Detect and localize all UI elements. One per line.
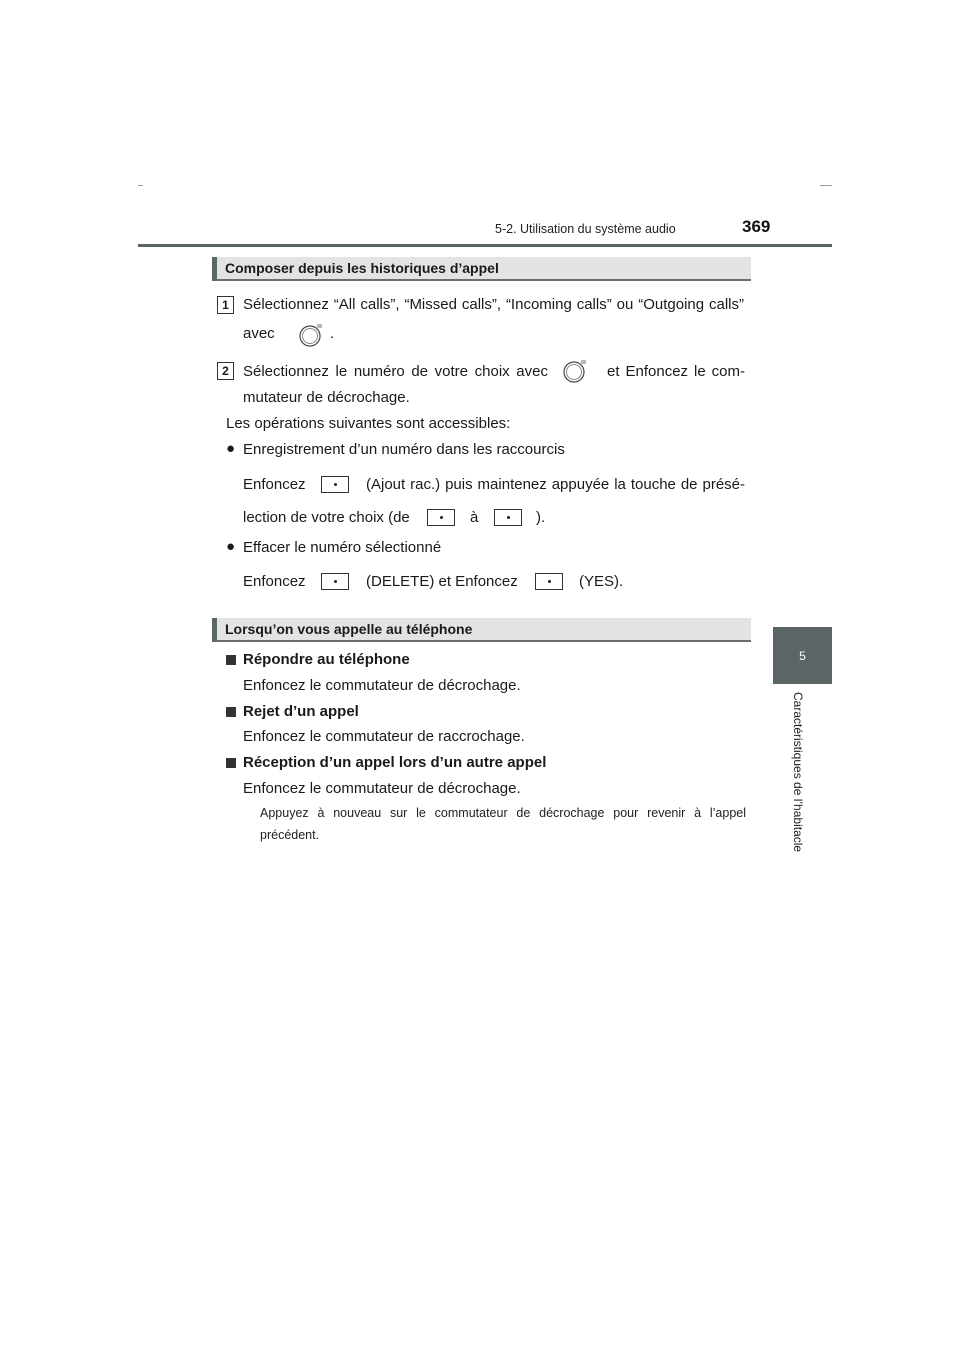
- op2-mid: (DELETE) et Enfoncez: [366, 573, 518, 590]
- screen-button-icon: [427, 509, 455, 526]
- op1-line1-post: (Ajout rac.) puis maintenez appuyée la touche de présé-: [366, 476, 745, 493]
- step2-text-line2: mutateur de décrochage.: [243, 389, 410, 406]
- bullet-dot: ●: [226, 440, 236, 457]
- step2-text-line1-post: et Enfoncez le com-: [607, 363, 745, 380]
- chapter-tab: [773, 627, 832, 684]
- op1-line2-pre: lection de votre choix (de: [243, 509, 410, 526]
- crop-mark-left: [138, 185, 143, 186]
- screen-button-icon: [321, 476, 349, 493]
- step1-text-period: .: [330, 325, 335, 342]
- square-bullet-icon: [226, 655, 236, 665]
- operations-intro: Les opérations suivantes sont accessibles:: [226, 415, 511, 432]
- chapter-label: Caractéristiques de l’habitacle: [791, 692, 805, 853]
- op1-enfoncez: Enfoncez: [243, 476, 306, 493]
- item-text-answer: Enfoncez le commutateur de décrochage.: [243, 677, 521, 694]
- op1-title: Enregistrement d’un numéro dans les raccourcis: [243, 441, 565, 458]
- screen-button-icon: [535, 573, 563, 590]
- op1-line2-post: ).: [536, 509, 546, 526]
- step-badge-2: 2: [217, 362, 234, 380]
- item-text-reject: Enfoncez le commutateur de raccrochage.: [243, 728, 525, 745]
- tune-knob-icon: [298, 322, 324, 348]
- screen-button-icon: [321, 573, 349, 590]
- header-rule: [138, 244, 832, 247]
- item-title-answer: Répondre au téléphone: [243, 651, 410, 668]
- note-text: Appuyez à nouveau sur le commutateur de décrochage pour revenir à l’appel précédent.: [260, 806, 746, 842]
- op2-post: (YES).: [579, 573, 624, 590]
- chapter-number: 5: [799, 648, 806, 663]
- step-badge-1: 1: [217, 296, 234, 314]
- square-bullet-icon: [226, 707, 236, 717]
- step2-text-line1-pre: Sélectionnez le numéro de votre choix avec: [243, 363, 548, 380]
- square-bullet-icon: [226, 758, 236, 768]
- tune-knob-icon: [562, 358, 588, 384]
- screen-button-icon: [494, 509, 522, 526]
- op2-enfoncez: Enfoncez: [243, 573, 306, 590]
- op2-title: Effacer le numéro sélectionné: [243, 539, 442, 556]
- op1-line2-mid: à: [470, 509, 479, 526]
- page-number: 369: [742, 217, 771, 236]
- item-text-call-waiting: Enfoncez le commutateur de décrochage.: [243, 780, 521, 797]
- step1-text-line1: Sélectionnez “All calls”, “Missed calls”, “Incoming calls” ou “Outgoing calls”: [243, 296, 744, 313]
- bullet-dot: ●: [226, 538, 236, 555]
- crop-mark-right: [820, 185, 832, 186]
- item-title-reject: Rejet d’un appel: [243, 703, 359, 720]
- section-heading-incoming-call: Lorsqu’on vous appelle au téléphone: [212, 618, 751, 642]
- step1-text-avec: avec: [243, 325, 275, 342]
- item-title-call-waiting: Réception d’un appel lors d’un autre appel: [243, 754, 547, 771]
- section-heading-call-history: Composer depuis les historiques d’appel: [212, 257, 751, 281]
- header-section-title: 5-2. Utilisation du système audio: [495, 222, 676, 236]
